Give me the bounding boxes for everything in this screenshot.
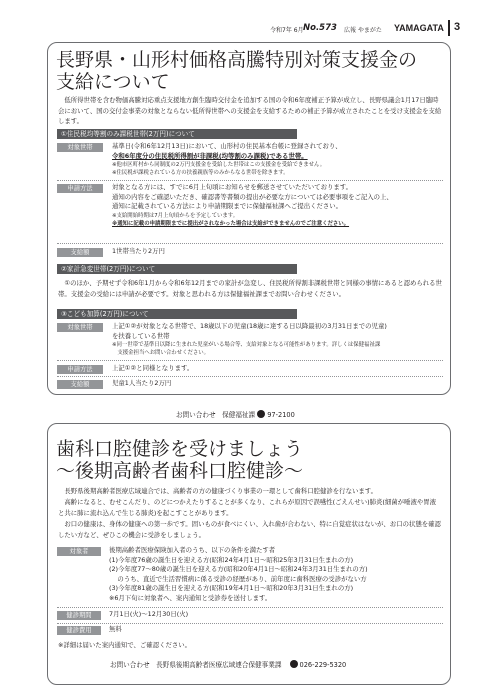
row-divider (57, 376, 443, 377)
fee-value: 無料 (109, 625, 122, 633)
issue-date: 令和7年 6月 (270, 27, 304, 34)
phone-icon (257, 410, 265, 418)
target-line: (1)今年度76歳の誕生日を迎える方(昭和24年4月1日～昭和25年3月31日生まれの方) (109, 555, 354, 564)
target-line: のうち、直近で生活習慣病に係る受診の経歴があり、前年度に歯科医療の受診がない方 (109, 574, 367, 583)
contact-label: お問い合わせ 長野県後期高齢者医療広域連合保健事業課 (110, 661, 282, 669)
row-divider (57, 243, 443, 244)
target-note: 支援金担当へお問い合わせください。 (112, 350, 210, 357)
household-change-text: ①のほか、予期せず令和6年1月から令和6年12月までの家計が急変し、住民税所得割非課税世帯と同様の事情にあると認められる世帯。支援金の受給には申請が必要です。対象と思われる方は保健福祉課までお問い合わせください。 (58, 279, 442, 298)
publication-name: 広報 やまがた (344, 27, 382, 34)
section-heading-2: ②家計急変世帯(2万円)について (57, 264, 297, 274)
target-label: 対象世帯 (57, 143, 103, 152)
apply-warning: ※通知に記載の申請期限までに提出がされなかった場合は支給ができませんのでご注意ください。 (112, 220, 350, 227)
apply-label: 申請方法 (57, 184, 103, 193)
target-note: ※6月下旬に対象者へ、案内通知と受診券を送付します。 (109, 593, 272, 602)
article-title-line1: 歯科口腔健診を受けましょう (56, 438, 304, 460)
apply-line: 通知の内容をご確認いただき、確認書等書類の提出が必要な方については必要事項をご記入の上、 (112, 192, 393, 201)
contact-phone: 97-2100 (267, 411, 295, 419)
article-intro: 長野県後期高齢者医療広域連合では、高齢者の方の健康づくり事業の一環として歯科口腔健診を行ないます。 (64, 487, 378, 495)
target-line-emphasis: 令和6年度分の住民税所得割が非課税(均等割のみ課税)である世帯。 (112, 151, 308, 160)
target-line: 後期高齢者医療保険加入者のうち、以下の条件を満たす者 (109, 546, 276, 554)
detail-note: ※詳細は届いた案内通知で、ご確認ください。 (58, 641, 192, 649)
target-line: 上記①②が対象となる世帯で、18歳以下の児童(18歳に達する日以降最初の3月31日までの児童) (112, 322, 387, 330)
subsidy-article (47, 42, 451, 419)
target-description (109, 546, 443, 604)
section-heading-3: ③こども加算(2万円)について (57, 309, 297, 319)
page-number: 3 (454, 21, 461, 33)
article-title-line2: ～後期高齢者歯科口腔健診～ (56, 460, 304, 482)
target-label: 対象者 (57, 547, 101, 556)
target-note: ※同一世帯で基準日以降に生まれた児童がいる場合等、支給対象となる可能性があります。詳しくは保健福祉課 (112, 342, 381, 349)
publication-logo: YAMAGATA (394, 23, 444, 33)
row-divider (57, 623, 443, 624)
apply-line: 通知に記載されている方法により申請期限までに保健福祉課へご提出ください。 (112, 202, 343, 211)
target-line: 基準日(令和6年12月13日)において、山形村の住民基本台帳に登録されており、 (112, 142, 342, 150)
target-label: 対象世帯 (57, 323, 103, 332)
row-divider (57, 607, 443, 608)
apply-note: ※支給開始時期は7月上旬頃からを予定しています。 (112, 212, 239, 219)
row-divider (57, 180, 443, 181)
page-header (0, 20, 494, 40)
target-line: (3)今年度81歳の誕生日を迎える方(昭和19年4月1日～昭和20年3月31日生まれの方) (109, 584, 354, 593)
apply-value: 上記①②と同様となります。 (112, 364, 194, 372)
child-target-description (112, 322, 442, 358)
apply-description (112, 183, 442, 228)
dental-checkup-article (47, 423, 451, 685)
period-label: 健診期間 (57, 611, 101, 620)
amount-label: 支給額 (57, 248, 103, 257)
period-value: 7月1日(火)～12月30日(火) (109, 610, 189, 618)
header-divider (448, 20, 450, 36)
issue-number: No.573 (303, 23, 337, 33)
apply-label: 申請方法 (57, 365, 103, 374)
article-intro: お口の健康は、身体の健康への第一歩です。固いものが食べにくい、入れ歯が合わない、特に自覚症状はないが、お口の状態を確認したい方など、ぜひこの機会に受診をしましょう。 (58, 520, 441, 539)
target-note: ※住民税が課税されている方の扶養親族等のみからなる世帯を除きます。 (112, 170, 289, 177)
fee-label: 健診費用 (57, 626, 101, 635)
article-intro: 高齢になると、むせこんだり、のどにつかえたりすることが多くなり、これらが原因で誤嚥性(ごえんせい)肺炎(細菌が唾液や胃液と共に肺に流れ込んで生じる肺炎)を起こすことがあります。 (58, 498, 437, 517)
amount-value: 1世帯当たり2万円 (112, 247, 165, 255)
article-title-line1: 長野県・山形村価格高騰特別対策支援金の (56, 49, 418, 71)
target-description (112, 142, 442, 178)
contact-label: お問い合わせ 保健福祉課 (176, 411, 256, 419)
target-line: を扶養している世帯 (112, 331, 170, 340)
target-line: (2)今年度77～80歳の誕生日を迎える方(昭和20年4月1日～昭和24年3月31日生まれの方) (109, 565, 368, 574)
phone-icon (290, 660, 298, 668)
row-divider (57, 360, 443, 361)
contact-phone: 026-229-5320 (299, 661, 347, 669)
article-intro: 低所得世帯を含む物価高騰対応重点支援地方創生臨時交付金を追加する国の令和6年度補正予算が成立し、長野県議会1月17日臨時会において、国の交付金事業の対象とならない低所得世帯への支援金を支給するための補正予算が成立されたことを受け支援金を支給します。 (58, 96, 442, 126)
target-note: ※他市区町村から同制度の2万円支援金を受給した世帯はこの支援金を受給できません。 (112, 162, 326, 169)
amount-value: 児童1人当たり2万円 (112, 379, 172, 387)
apply-line: 対象となる方には、すでに6月上旬頃にお知らせを郵送させていただいております。 (112, 183, 353, 191)
section-heading-1: ①住民税均等割のみ課税世帯(2万円)について (57, 129, 297, 139)
contact-info (110, 660, 346, 670)
contact-info (176, 410, 295, 420)
amount-label: 支給額 (57, 380, 103, 389)
article-title-line2: 支給について (56, 71, 170, 93)
